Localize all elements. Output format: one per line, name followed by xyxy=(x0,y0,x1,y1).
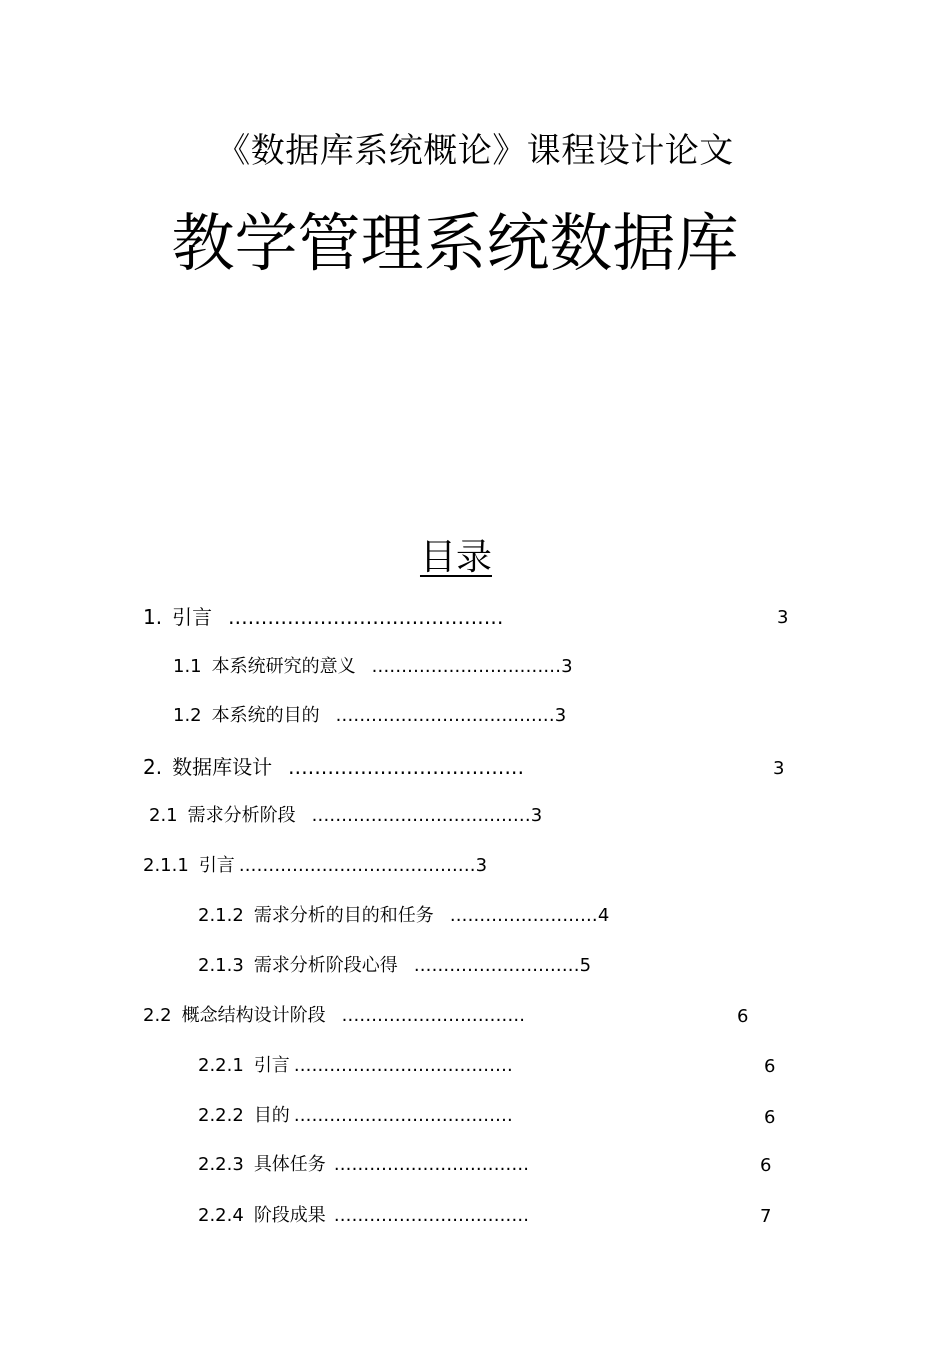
toc-entry-number: 2.1 xyxy=(149,805,178,826)
toc-entry-title: 引言 xyxy=(172,605,213,629)
toc-entry-title: 引言 xyxy=(198,855,235,876)
toc-entry-page: 6 xyxy=(737,1006,749,1027)
toc-entry-leader: .....................................3 xyxy=(335,705,567,726)
toc-entry-title: 具体任务 xyxy=(253,1154,326,1175)
toc-entry-leader: ................................. xyxy=(333,1205,530,1226)
toc-entry-page: 6 xyxy=(764,1107,776,1128)
toc-entry-title: 需求分析阶段 xyxy=(187,805,296,826)
toc-heading xyxy=(0,533,912,583)
toc-entry-leader: ..................................... xyxy=(293,1105,513,1126)
toc-entry-leader: .....................................3 xyxy=(311,805,543,826)
toc-entry[interactable] xyxy=(149,803,542,829)
toc-entry-page: 6 xyxy=(764,1056,776,1077)
toc-entry-leader: ................................3 xyxy=(371,656,573,677)
toc-entry-number: 2.2.1 xyxy=(198,1055,244,1076)
toc-entry-title: 本系统的目的 xyxy=(211,705,320,726)
toc-entry-leader: ............................5 xyxy=(413,955,592,976)
toc-entry[interactable] xyxy=(143,853,487,879)
toc-entry[interactable] xyxy=(143,604,504,630)
toc-entry-number: 2.2.4 xyxy=(198,1205,244,1226)
toc-entry[interactable] xyxy=(198,1053,513,1079)
course-title: 《数据库系统概论》课程设计论文 xyxy=(216,131,734,171)
toc-entry-number: 1.1 xyxy=(173,656,202,677)
toc-entry-leader: ........................................3 xyxy=(238,855,488,876)
toc-entry-number: 2.1.1 xyxy=(143,855,189,876)
toc-entry-page: 3 xyxy=(777,607,789,628)
toc-entry-leader: .......................................... xyxy=(228,605,504,629)
toc-entry[interactable] xyxy=(198,903,610,929)
toc-entry-leader: .................................... xyxy=(288,755,525,779)
toc-entry-leader: ................................. xyxy=(333,1154,530,1175)
toc-entry[interactable] xyxy=(143,754,524,780)
toc-entry-page: 7 xyxy=(760,1206,772,1227)
toc-entry-leader: ............................... xyxy=(341,1005,526,1026)
toc-entry-number: 2.2.2 xyxy=(198,1105,244,1126)
toc-entry-title: 目的 xyxy=(253,1105,290,1126)
toc-entry-number: 2.1.2 xyxy=(198,905,244,926)
toc-entry-title: 需求分析的目的和任务 xyxy=(253,905,434,926)
toc-entry-page: 6 xyxy=(760,1155,772,1176)
toc-entry[interactable] xyxy=(198,953,591,979)
toc-entry-title: 需求分析阶段心得 xyxy=(253,955,398,976)
toc-entry-number: 2.2.3 xyxy=(198,1154,244,1175)
toc-entry-number: 1. xyxy=(143,605,163,629)
toc-entry-number: 2. xyxy=(143,755,163,779)
toc-entry[interactable] xyxy=(198,1203,529,1229)
toc-entry[interactable] xyxy=(198,1103,513,1129)
toc-entry-page: 3 xyxy=(773,758,785,779)
toc-entry-number: 2.2 xyxy=(143,1005,172,1026)
toc-entry[interactable] xyxy=(173,703,566,729)
toc-entry-title: 本系统研究的意义 xyxy=(211,656,356,677)
toc-entry-title: 引言 xyxy=(253,1055,290,1076)
toc-entry-number: 1.2 xyxy=(173,705,202,726)
toc-entry-title: 数据库设计 xyxy=(172,755,273,779)
toc-entry-title: 阶段成果 xyxy=(253,1205,326,1226)
toc-entry[interactable] xyxy=(173,654,573,680)
toc-entry[interactable] xyxy=(143,1003,525,1029)
toc-entry[interactable] xyxy=(198,1152,529,1178)
toc-entry-title: 概念结构设计阶段 xyxy=(181,1005,326,1026)
main-title: 教学管理系统数据库 xyxy=(171,207,739,280)
toc-entry-leader: .........................4 xyxy=(449,905,610,926)
toc-entry-number: 2.1.3 xyxy=(198,955,244,976)
toc-entry-leader: ..................................... xyxy=(293,1055,513,1076)
toc-heading-text: 目录 xyxy=(419,537,492,578)
